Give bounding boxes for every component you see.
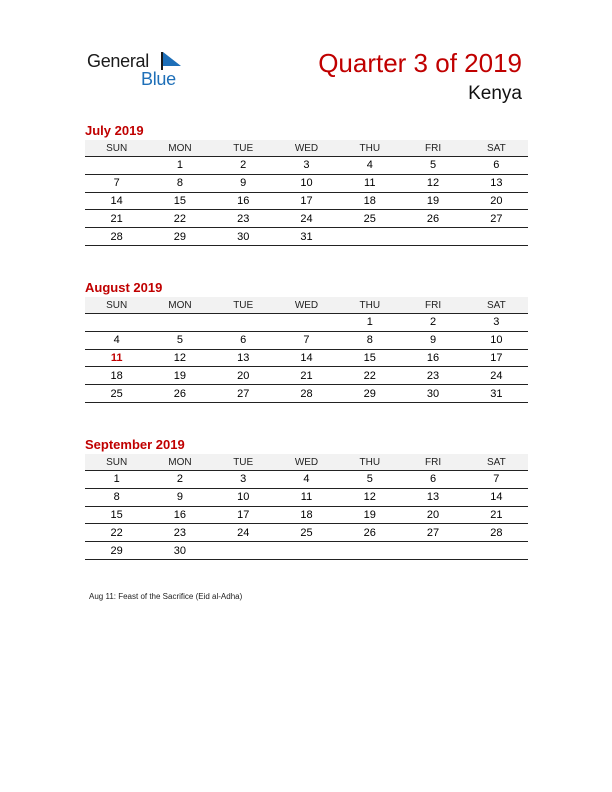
day-cell: 9 (212, 174, 275, 192)
day-cell: 21 (465, 506, 528, 524)
week-row (85, 331, 528, 349)
day-cell: 24 (212, 524, 275, 542)
day-cell (401, 228, 464, 246)
weekday-header: SAT (465, 454, 528, 471)
day-cell: 16 (212, 192, 275, 210)
day-cell: 7 (85, 174, 148, 192)
day-cell: 22 (338, 367, 401, 385)
weekday-header: TUE (212, 297, 275, 314)
day-cell: 8 (338, 331, 401, 349)
weekday-header: MON (148, 297, 211, 314)
logo-flag-icon (159, 52, 181, 70)
week-row (85, 488, 528, 506)
day-cell: 12 (338, 488, 401, 506)
day-cell: 18 (85, 367, 148, 385)
day-cell: 7 (275, 331, 338, 349)
day-cell: 30 (401, 385, 464, 403)
day-cell: 26 (338, 524, 401, 542)
country-name: Kenya (468, 83, 522, 104)
day-cell: 30 (212, 228, 275, 246)
holiday-note: Aug 11: Feast of the Sacrifice (Eid al-Adha) (89, 592, 243, 601)
day-cell: 27 (401, 524, 464, 542)
brand-logo (87, 50, 197, 94)
week-row (85, 228, 528, 246)
weekday-header: FRI (401, 297, 464, 314)
day-cell (338, 542, 401, 560)
week-row (85, 471, 528, 489)
day-cell: 4 (275, 471, 338, 489)
weekday-header: SUN (85, 454, 148, 471)
week-row (85, 506, 528, 524)
day-cell: 5 (338, 471, 401, 489)
weekday-header: FRI (401, 140, 464, 157)
day-cell: 9 (401, 331, 464, 349)
day-cell: 14 (465, 488, 528, 506)
day-cell: 11 (338, 174, 401, 192)
calendar-table (85, 454, 528, 560)
weekday-header: FRI (401, 454, 464, 471)
day-cell: 15 (338, 349, 401, 367)
weekday-header: WED (275, 297, 338, 314)
day-cell: 22 (85, 524, 148, 542)
weekday-header: SAT (465, 297, 528, 314)
month-title: September 2019 (85, 437, 185, 452)
day-cell: 31 (465, 385, 528, 403)
day-cell: 17 (275, 192, 338, 210)
day-cell: 27 (465, 210, 528, 228)
day-cell (465, 228, 528, 246)
day-cell: 13 (212, 349, 275, 367)
day-cell: 14 (275, 349, 338, 367)
week-row (85, 314, 528, 332)
logo-text-blue: Blue (141, 69, 176, 89)
day-cell (85, 314, 148, 332)
week-row (85, 210, 528, 228)
day-cell (401, 542, 464, 560)
day-cell: 18 (338, 192, 401, 210)
day-cell: 13 (465, 174, 528, 192)
day-cell: 24 (465, 367, 528, 385)
day-cell: 21 (85, 210, 148, 228)
day-cell: 5 (148, 331, 211, 349)
day-cell: 28 (275, 385, 338, 403)
weekday-header-row (85, 297, 528, 314)
calendar-table (85, 297, 528, 403)
day-cell (148, 314, 211, 332)
weekday-header: THU (338, 140, 401, 157)
weekday-header: TUE (212, 454, 275, 471)
day-cell: 2 (148, 471, 211, 489)
day-cell: 15 (85, 506, 148, 524)
weekday-header-row (85, 140, 528, 157)
weekday-header: SUN (85, 140, 148, 157)
week-row (85, 385, 528, 403)
day-cell: 1 (338, 314, 401, 332)
week-row (85, 157, 528, 175)
day-cell: 8 (148, 174, 211, 192)
day-cell: 17 (212, 506, 275, 524)
month-title: July 2019 (85, 123, 144, 138)
day-cell: 3 (465, 314, 528, 332)
day-cell: 26 (148, 385, 211, 403)
calendar-table (85, 140, 528, 246)
day-cell: 6 (465, 157, 528, 175)
day-cell: 20 (465, 192, 528, 210)
weekday-header: WED (275, 140, 338, 157)
weekday-header: THU (338, 297, 401, 314)
month-title: August 2019 (85, 280, 163, 295)
day-cell: 7 (465, 471, 528, 489)
day-cell: 19 (148, 367, 211, 385)
day-cell: 19 (338, 506, 401, 524)
month-block-september (85, 436, 528, 560)
day-cell: 23 (401, 367, 464, 385)
day-cell: 12 (148, 349, 211, 367)
day-cell: 18 (275, 506, 338, 524)
month-block-july (85, 122, 528, 246)
weekday-header: MON (148, 454, 211, 471)
week-row (85, 192, 528, 210)
day-cell: 16 (148, 506, 211, 524)
day-cell: 2 (401, 314, 464, 332)
week-row (85, 174, 528, 192)
day-cell: 13 (401, 488, 464, 506)
day-cell: 11 (85, 349, 148, 367)
day-cell (465, 542, 528, 560)
day-cell (275, 542, 338, 560)
day-cell: 26 (401, 210, 464, 228)
day-cell: 22 (148, 210, 211, 228)
day-cell: 4 (85, 331, 148, 349)
weekday-header: TUE (212, 140, 275, 157)
day-cell: 1 (85, 471, 148, 489)
day-cell (212, 314, 275, 332)
day-cell: 25 (85, 385, 148, 403)
day-cell (338, 228, 401, 246)
day-cell: 16 (401, 349, 464, 367)
weekday-header: SAT (465, 140, 528, 157)
weekday-header: WED (275, 454, 338, 471)
day-cell: 2 (212, 157, 275, 175)
day-cell: 11 (275, 488, 338, 506)
day-cell: 8 (85, 488, 148, 506)
day-cell: 5 (401, 157, 464, 175)
day-cell: 21 (275, 367, 338, 385)
day-cell: 23 (212, 210, 275, 228)
day-cell: 31 (275, 228, 338, 246)
day-cell: 19 (401, 192, 464, 210)
day-cell: 30 (148, 542, 211, 560)
day-cell: 1 (148, 157, 211, 175)
day-cell: 28 (85, 228, 148, 246)
day-cell: 29 (85, 542, 148, 560)
day-cell: 29 (148, 228, 211, 246)
day-cell: 6 (212, 331, 275, 349)
day-cell: 17 (465, 349, 528, 367)
holiday-notes (89, 592, 242, 601)
day-cell: 29 (338, 385, 401, 403)
week-row (85, 367, 528, 385)
day-cell: 10 (465, 331, 528, 349)
day-cell: 27 (212, 385, 275, 403)
day-cell: 10 (212, 488, 275, 506)
logo-text-general: General (87, 51, 149, 71)
day-cell: 15 (148, 192, 211, 210)
month-block-august (85, 279, 528, 403)
day-cell: 6 (401, 471, 464, 489)
day-cell: 24 (275, 210, 338, 228)
weekday-header: MON (148, 140, 211, 157)
week-row (85, 524, 528, 542)
day-cell (212, 542, 275, 560)
week-row (85, 542, 528, 560)
day-cell: 25 (275, 524, 338, 542)
weekday-header: THU (338, 454, 401, 471)
day-cell: 20 (401, 506, 464, 524)
day-cell: 20 (212, 367, 275, 385)
weekday-header: SUN (85, 297, 148, 314)
day-cell: 3 (212, 471, 275, 489)
day-cell: 28 (465, 524, 528, 542)
weekday-header-row (85, 454, 528, 471)
day-cell: 9 (148, 488, 211, 506)
day-cell (275, 314, 338, 332)
day-cell: 10 (275, 174, 338, 192)
day-cell: 3 (275, 157, 338, 175)
day-cell (85, 157, 148, 175)
day-cell: 25 (338, 210, 401, 228)
day-cell: 4 (338, 157, 401, 175)
day-cell: 12 (401, 174, 464, 192)
day-cell: 23 (148, 524, 211, 542)
week-row (85, 349, 528, 367)
day-cell: 14 (85, 192, 148, 210)
page-title: Quarter 3 of 2019 (318, 48, 522, 78)
